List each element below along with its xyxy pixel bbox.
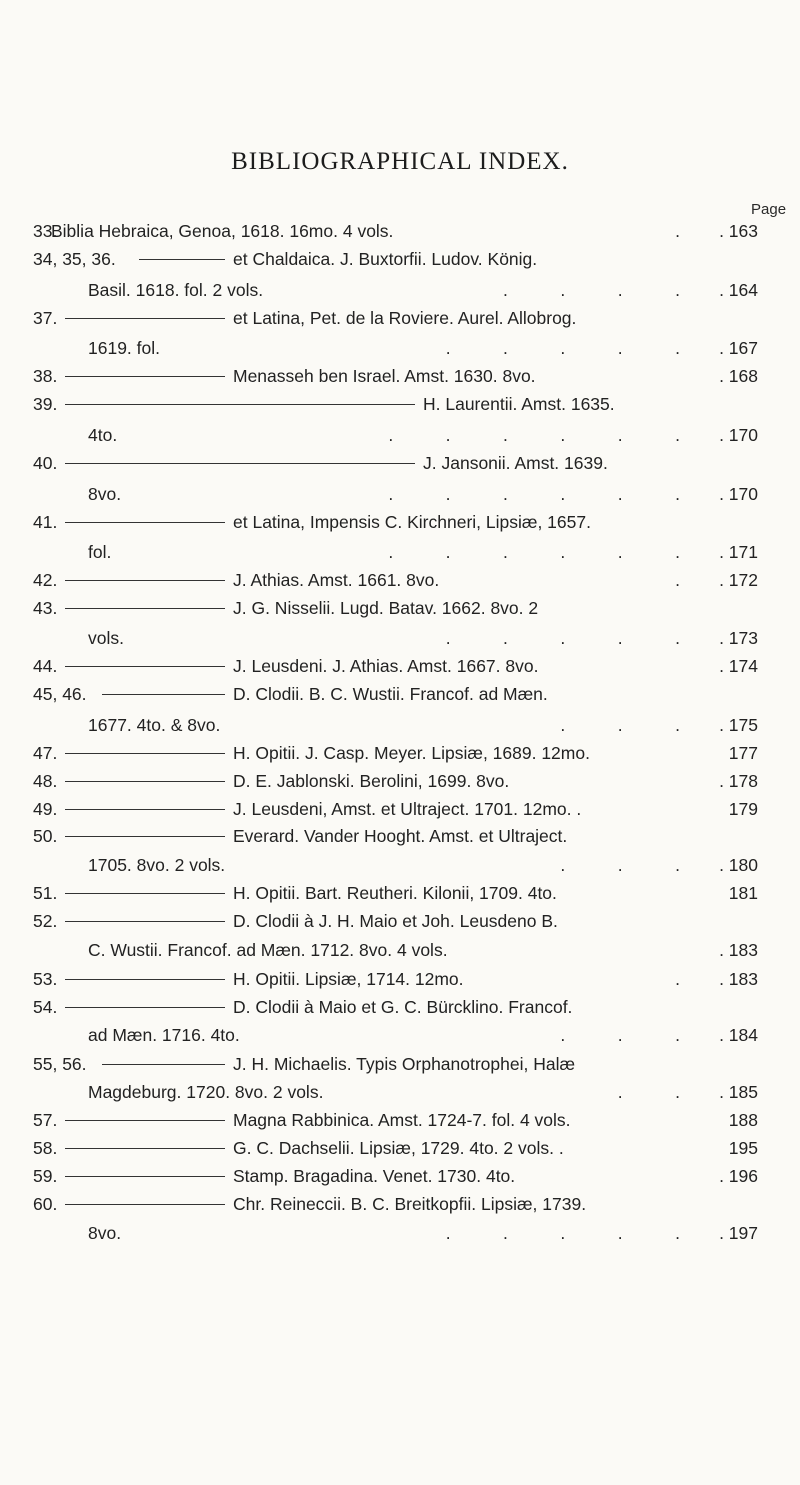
leader-dots: . . . . .: [445, 338, 680, 358]
page-number: . 173: [719, 628, 758, 648]
entry-text: fol.: [88, 542, 112, 562]
entry-text: et Latina, Pet. de la Roviere. Aurel. Allobrog.: [233, 308, 577, 328]
entry-number: 59.: [33, 1166, 58, 1186]
ditto-rule: [65, 753, 225, 754]
page-number: 195: [728, 1138, 758, 1158]
ditto-rule: [65, 580, 225, 581]
entry-number: 33.: [33, 221, 58, 241]
entry-number: 45, 46.: [33, 684, 87, 704]
entry-text: 1677. 4to. & 8vo.: [88, 715, 221, 735]
index-entry: [0, 739, 800, 767]
leader-dots: . . . . . .: [388, 425, 680, 445]
entry-text: H. Opitii. Bart. Reutheri. Kilonii, 1709. 4to.: [233, 883, 557, 903]
entry-text: 8vo.: [88, 1223, 122, 1243]
entry-text: J. H. Michaelis. Typis Orphanotrophei, Halæ: [233, 1054, 576, 1074]
entry-text: J. Leusdeni. J. Athias. Amst. 1667. 8vo.: [233, 656, 539, 676]
leader-dots: . . . . . .: [388, 484, 680, 504]
entry-number: 60.: [33, 1194, 58, 1214]
index-entry: [0, 538, 800, 566]
index-entry: [0, 1078, 800, 1106]
index-entry: [0, 652, 800, 680]
index-entry: [0, 1219, 800, 1247]
ditto-rule: [65, 781, 225, 782]
index-entry: [0, 680, 800, 708]
page-number: . 197: [719, 1223, 758, 1243]
page-number: . 196: [719, 1166, 758, 1186]
page-number: 188: [728, 1110, 758, 1130]
leader-dots: . . . . .: [445, 1223, 680, 1243]
page-number: . 174: [719, 656, 758, 676]
ditto-rule: [65, 1148, 225, 1149]
leader-dots: . . .: [560, 1025, 680, 1045]
index-entry: [0, 795, 800, 823]
entry-text: Stamp. Bragadina. Venet. 1730. 4to.: [233, 1166, 516, 1186]
ditto-rule: [65, 666, 225, 667]
entry-number: 41.: [33, 512, 58, 532]
ditto-rule: [65, 1007, 225, 1008]
entry-text: D. Clodii à J. H. Maio et Joh. Leusdeno B.: [233, 911, 558, 931]
index-entry: [0, 879, 800, 907]
entry-text: ad Mæn. 1716. 4to.: [88, 1025, 240, 1045]
entry-number: 57.: [33, 1110, 58, 1130]
entry-text: Basil. 1618. fol. 2 vols.: [88, 280, 264, 300]
page-number: . 178: [719, 771, 758, 791]
entry-text: J. Leusdeni, Amst. et Ultraject. 1701. 12mo. .: [233, 799, 582, 819]
entry-number: 38.: [33, 366, 58, 386]
entry-number: 43.: [33, 598, 58, 618]
ditto-rule: [139, 259, 225, 260]
entry-number: 55, 56.: [33, 1054, 87, 1074]
ditto-rule: [65, 1204, 225, 1205]
index-entry: [0, 993, 800, 1021]
index-entry: [0, 851, 800, 879]
index-entry: [0, 304, 800, 332]
entry-text: J. Athias. Amst. 1661. 8vo.: [233, 570, 440, 590]
leader-dots: . . . .: [503, 280, 680, 300]
ditto-rule: [65, 979, 225, 980]
page-number: . 172: [719, 570, 758, 590]
entry-text: Biblia Hebraica, Genoa, 1618. 16mo. 4 vols.: [51, 221, 394, 241]
leader-dots: . .: [617, 1082, 680, 1102]
page-number: . 183: [719, 940, 758, 960]
entry-text: Menasseh ben Israel. Amst. 1630. 8vo.: [233, 366, 536, 386]
entry-text: Magdeburg. 1720. 8vo. 2 vols.: [88, 1082, 324, 1102]
ditto-rule: [65, 404, 415, 405]
index-entry: [0, 1162, 800, 1190]
page-number: . 170: [719, 425, 758, 445]
entry-text: J. Jansonii. Amst. 1639.: [423, 453, 608, 473]
entry-number: 39.: [33, 394, 58, 414]
index-entry: [0, 1190, 800, 1218]
index-entry: [0, 449, 800, 477]
index-entry: [0, 907, 800, 935]
entry-number: 44.: [33, 656, 58, 676]
entry-number: 51.: [33, 883, 58, 903]
ditto-rule: [65, 836, 225, 837]
entry-number: 40.: [33, 453, 58, 473]
page-number: . 180: [719, 855, 758, 875]
leader-dots: . . .: [560, 715, 680, 735]
page-number: . 184: [719, 1025, 758, 1045]
entry-text: H. Opitii. J. Casp. Meyer. Lipsiæ, 1689. 12mo.: [233, 743, 590, 763]
page-number: 177: [728, 743, 758, 763]
ditto-rule: [65, 809, 225, 810]
entry-text: D. Clodii. B. C. Wustii. Francof. ad Mæn.: [233, 684, 548, 704]
page-number: . 163: [719, 221, 758, 241]
entry-number: 37.: [33, 308, 58, 328]
leader-dots: .: [675, 570, 680, 590]
entry-text: D. E. Jablonski. Berolini, 1699. 8vo.: [233, 771, 510, 791]
index-entry: [0, 245, 800, 273]
ditto-rule: [102, 694, 225, 695]
ditto-rule: [65, 893, 225, 894]
entry-text: vols.: [88, 628, 124, 648]
leader-dots: .: [675, 221, 680, 241]
entry-number: 52.: [33, 911, 58, 931]
leader-dots: .: [675, 969, 680, 989]
entry-text: H. Opitii. Lipsiæ, 1714. 12mo.: [233, 969, 464, 989]
page-number: . 183: [719, 969, 758, 989]
entry-text: 1619. fol.: [88, 338, 160, 358]
entry-number: 49.: [33, 799, 58, 819]
page-number: . 168: [719, 366, 758, 386]
entry-number: 42.: [33, 570, 58, 590]
entry-number: 34, 35, 36.: [33, 249, 116, 269]
index-entry: [0, 767, 800, 795]
entry-number: 48.: [33, 771, 58, 791]
page-number: 181: [728, 883, 758, 903]
index-entry: [0, 480, 800, 508]
index-entry: [0, 390, 800, 418]
ditto-rule: [65, 1176, 225, 1177]
entry-text: D. Clodii à Maio et G. C. Bürcklino. Francof.: [233, 997, 573, 1017]
page-number: . 164: [719, 280, 758, 300]
ditto-rule: [65, 921, 225, 922]
index-entry: [0, 217, 800, 245]
entry-text: C. Wustii. Francof. ad Mæn. 1712. 8vo. 4 vols.: [88, 940, 448, 960]
index-entry: [0, 594, 800, 622]
entry-number: 47.: [33, 743, 58, 763]
entry-number: 53.: [33, 969, 58, 989]
index-entry: [0, 334, 800, 362]
index-entry: [0, 566, 800, 594]
index-entry: [0, 276, 800, 304]
entry-number: 58.: [33, 1138, 58, 1158]
page-number: . 185: [719, 1082, 758, 1102]
page-number: . 170: [719, 484, 758, 504]
index-entry: [0, 965, 800, 993]
entry-text: 4to.: [88, 425, 118, 445]
index-entry: [0, 362, 800, 390]
page-title: BIBLIOGRAPHICAL INDEX.: [231, 148, 569, 175]
index-entry: [0, 822, 800, 850]
entry-text: 1705. 8vo. 2 vols.: [88, 855, 226, 875]
ditto-rule: [65, 1120, 225, 1121]
ditto-rule: [65, 463, 415, 464]
index-entry: [0, 936, 800, 964]
ditto-rule: [65, 318, 225, 319]
entry-text: Magna Rabbinica. Amst. 1724-7. fol. 4 vols.: [233, 1110, 571, 1130]
entry-text: G. C. Dachselii. Lipsiæ, 1729. 4to. 2 vols. .: [233, 1138, 564, 1158]
entry-text: Everard. Vander Hooght. Amst. et Ultraject.: [233, 826, 568, 846]
page-column-label: Page: [751, 201, 787, 218]
entry-text: et Latina, Impensis C. Kirchneri, Lipsiæ, 1657.: [233, 512, 591, 532]
page-number: . 175: [719, 715, 758, 735]
leader-dots: . . . . . .: [388, 542, 680, 562]
ditto-rule: [102, 1064, 225, 1065]
entry-text: Chr. Reineccii. B. C. Breitkopfii. Lipsiæ, 1739.: [233, 1194, 587, 1214]
ditto-rule: [65, 608, 225, 609]
ditto-rule: [65, 522, 225, 523]
index-entry: [0, 1021, 800, 1049]
entry-text: et Chaldaica. J. Buxtorfii. Ludov. König.: [233, 249, 538, 269]
index-entry: [0, 1050, 800, 1078]
leader-dots: . . . . .: [445, 628, 680, 648]
entry-text: H. Laurentii. Amst. 1635.: [423, 394, 615, 414]
ditto-rule: [65, 376, 225, 377]
index-entry: [0, 624, 800, 652]
page-number: . 171: [719, 542, 758, 562]
index-entry: [0, 1106, 800, 1134]
index-entry: [0, 421, 800, 449]
index-entry: [0, 711, 800, 739]
entry-number: 54.: [33, 997, 58, 1017]
index-entry: [0, 508, 800, 536]
page-number: . 167: [719, 338, 758, 358]
index-entry: [0, 1134, 800, 1162]
page-number: 179: [728, 799, 758, 819]
entry-text: 8vo.: [88, 484, 122, 504]
leader-dots: . . .: [560, 855, 680, 875]
entry-number: 50.: [33, 826, 58, 846]
entry-text: J. G. Nisselii. Lugd. Batav. 1662. 8vo. 2: [233, 598, 539, 618]
